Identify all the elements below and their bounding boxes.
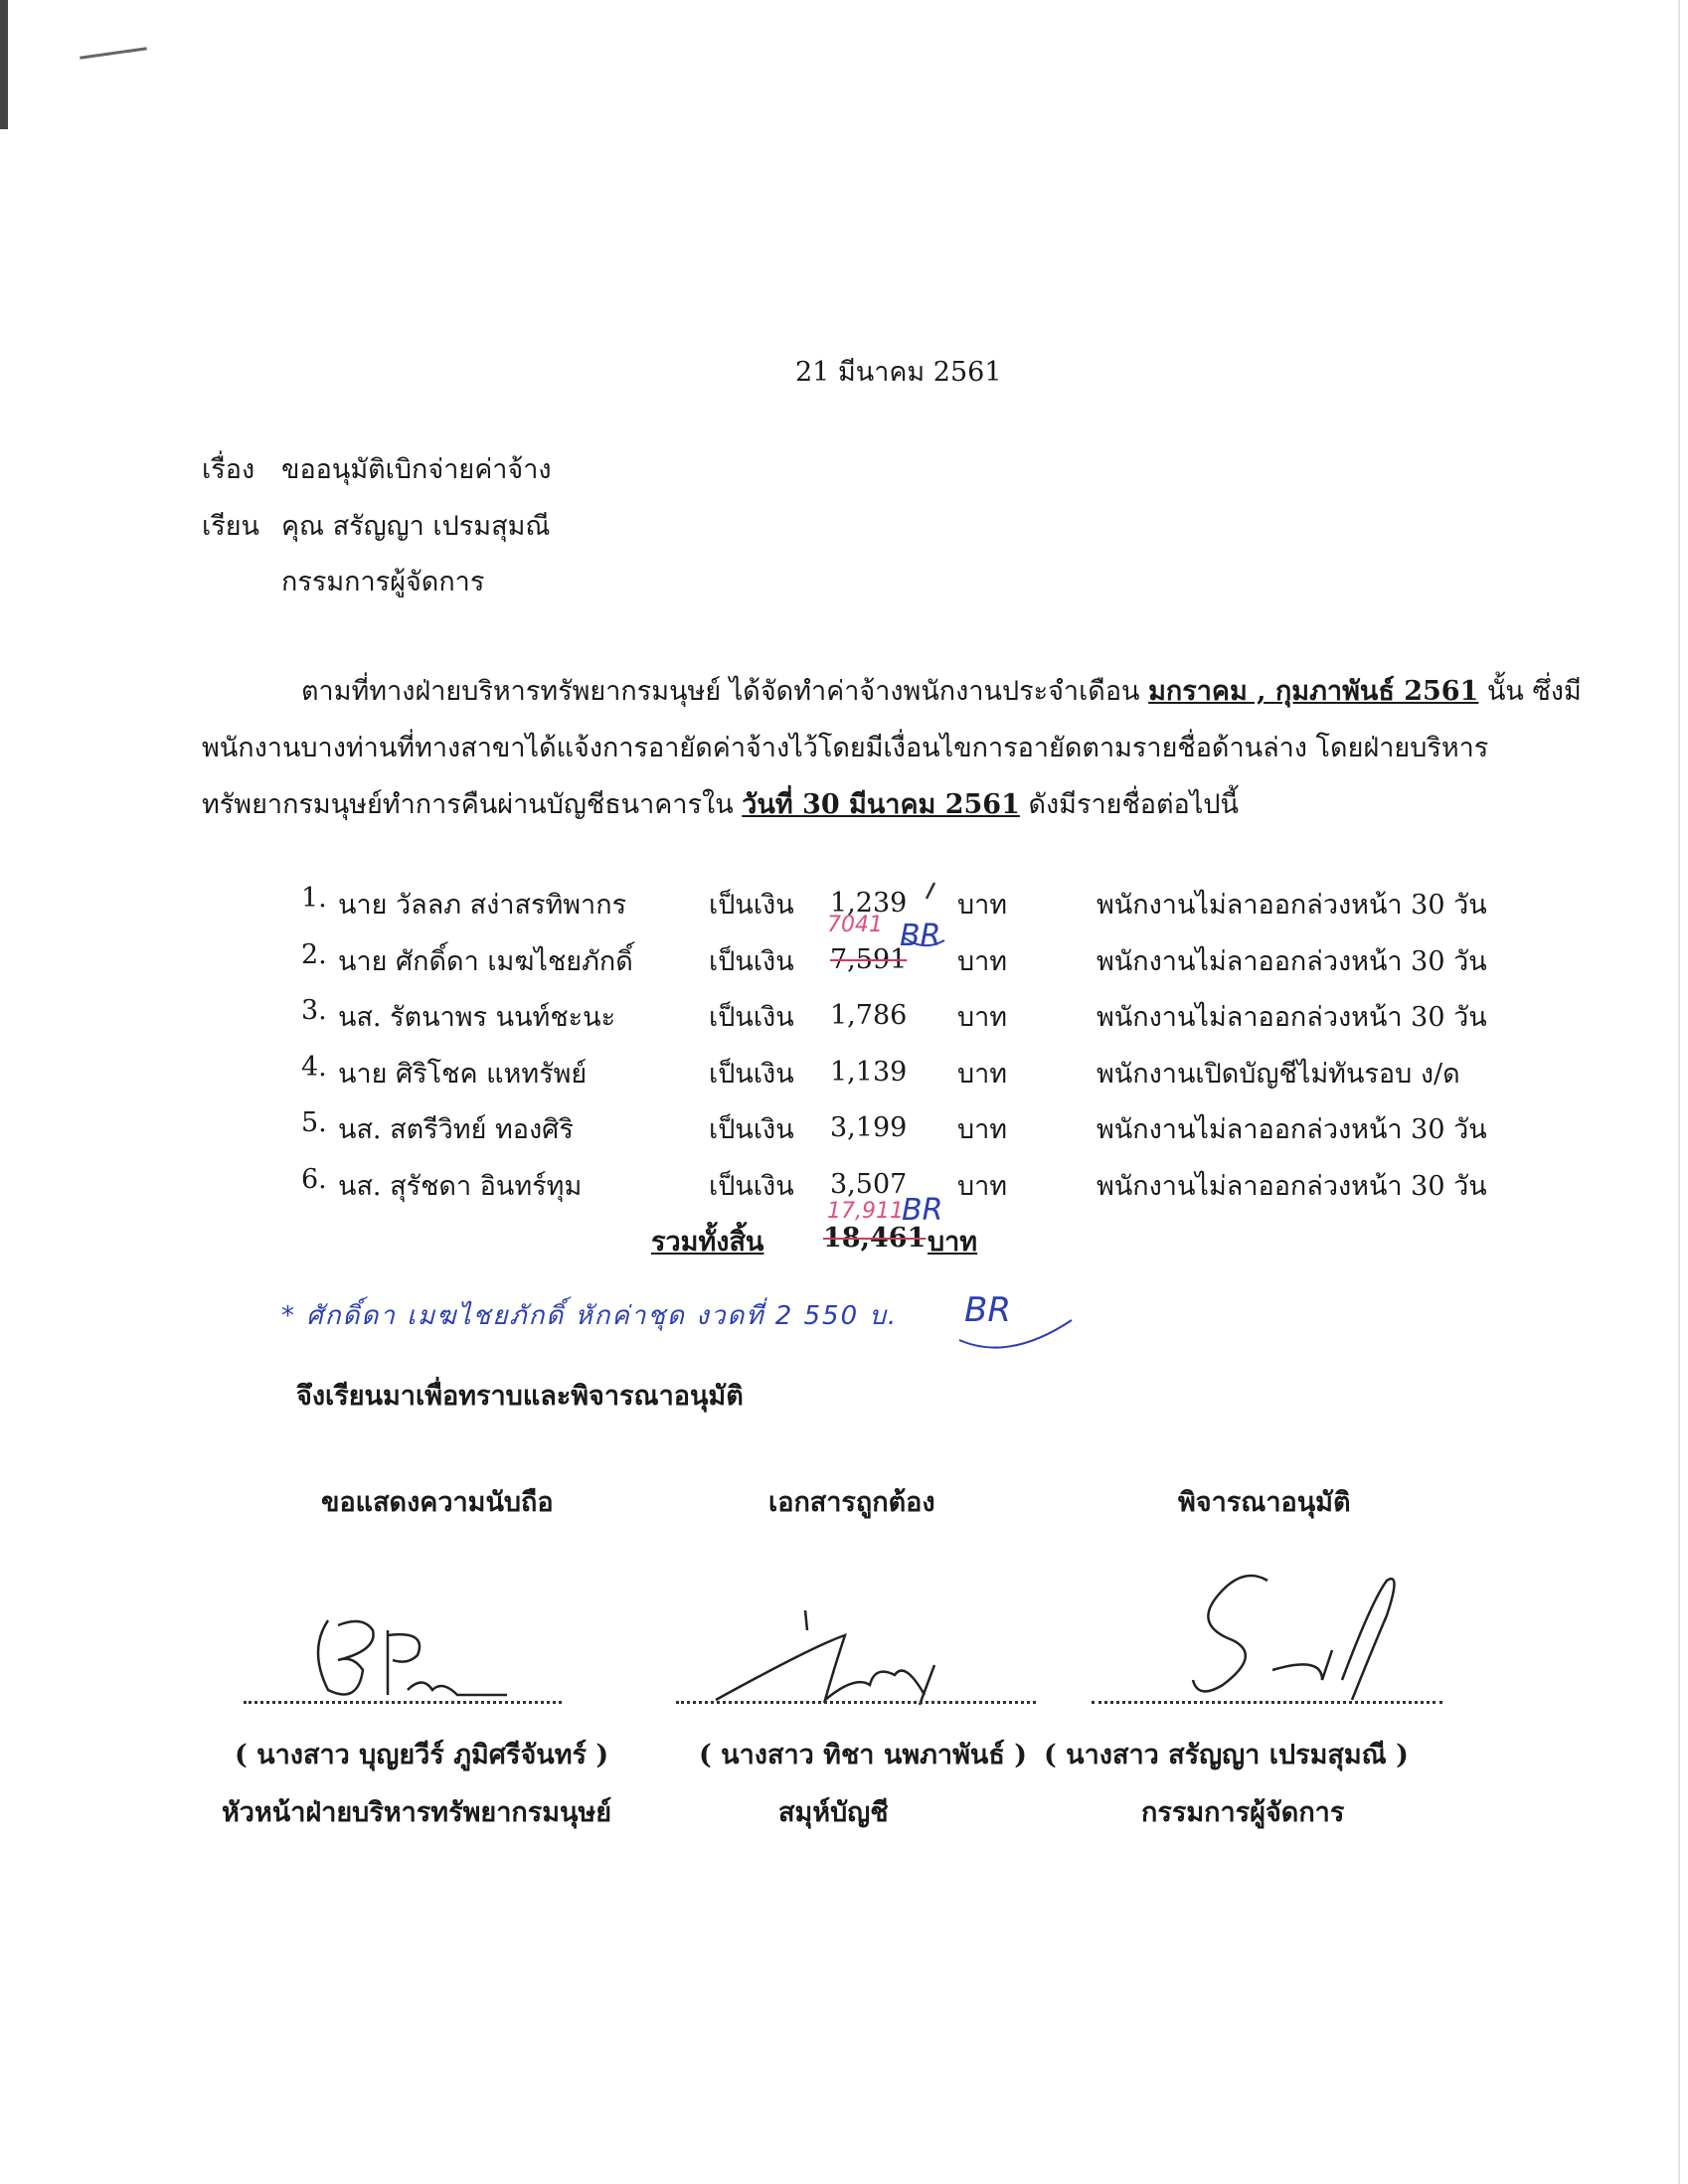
signer-name-hr: ( นางสาว บุญยวีร์ ภูมิศรีจันทร์ ) bbox=[235, 1740, 609, 1770]
reason: พนักงานเปิดบัญชีไม่ทันรอบ ง/ด bbox=[1097, 1059, 1460, 1090]
recipient-name: คุณ สรัญญา เปรมสุมณี bbox=[281, 511, 551, 542]
row-number: 1. bbox=[301, 883, 327, 914]
signer-position-md: กรรมการผู้จัดการ bbox=[1141, 1797, 1345, 1828]
amount-correction: 7041 bbox=[827, 913, 883, 937]
recipient-title: กรรมการผู้จัดการ bbox=[281, 567, 485, 597]
row-number: 3. bbox=[301, 995, 327, 1026]
signature-accounting bbox=[696, 1605, 994, 1715]
body-months: มกราคม , กุมภาพันธ์ 2561 bbox=[1148, 676, 1479, 707]
amount-label: เป็นเงิน bbox=[709, 890, 794, 921]
amount-value: 1,139 bbox=[830, 1057, 908, 1088]
employee-name: นาย วัลลภ สง่าสรทิพากร bbox=[338, 890, 627, 921]
signer-name-accounting: ( นางสาว ทิชา นพภาพันธ์ ) bbox=[699, 1740, 1027, 1770]
amount-label: เป็นเงิน bbox=[709, 1114, 794, 1145]
amount-value: 3,199 bbox=[830, 1112, 908, 1143]
total-label: รวมทั้งสิ้น bbox=[651, 1227, 764, 1258]
amount-value: 7,591 bbox=[830, 944, 908, 975]
body-line-1-post: นั้น ซึ่งมี bbox=[1478, 676, 1582, 707]
initials-row-2: BR bbox=[900, 919, 941, 953]
reason: พนักงานไม่ลาออกล่วงหน้า 30 วัน bbox=[1097, 890, 1487, 921]
body-line-3-post: ดังมีรายชื่อต่อไปนี้ bbox=[1019, 789, 1239, 820]
total-correction: 17,911 bbox=[827, 1199, 904, 1224]
currency: บาท bbox=[957, 1002, 1008, 1033]
row-number: 4. bbox=[301, 1052, 327, 1083]
amount-label: เป็นเงิน bbox=[709, 1171, 794, 1202]
initials-note: BR bbox=[964, 1290, 1011, 1330]
checkmark-row-1 bbox=[927, 883, 934, 899]
signature-heading-md: พิจารณาอนุมัติ bbox=[1178, 1487, 1351, 1518]
body-refund-date: วันที่ 30 มีนาคม 2561 bbox=[742, 789, 1020, 820]
scan-artifact bbox=[80, 47, 147, 59]
signer-position-hr: หัวหน้าฝ่ายบริหารทรัพยากรมนุษย์ bbox=[222, 1797, 612, 1828]
body-line-2: พนักงานบางท่านที่ทางสาขาได้แจ้งการอายัดค่าจ้างไว้โดยมีเงื่อนไขการอายัดตามรายชื่อด้านล่าง โดยฝ่ายบริหาร bbox=[202, 733, 1489, 763]
reason: พนักงานไม่ลาออกล่วงหน้า 30 วัน bbox=[1097, 1171, 1487, 1202]
signer-name-md: ( นางสาว สรัญญา เปรมสุมณี ) bbox=[1044, 1740, 1409, 1770]
currency: บาท bbox=[957, 1114, 1008, 1145]
handwritten-note: * ศักดิ์ดา เมฆไชยภักดิ์ หักค่าชุด งวดที่ 2 550 บ. bbox=[281, 1301, 899, 1331]
signature-hr bbox=[268, 1600, 527, 1710]
signature-md bbox=[1173, 1561, 1432, 1710]
signature-heading-accounting: เอกสารถูกต้อง bbox=[768, 1487, 935, 1518]
signature-heading-hr: ขอแสดงความนับถือ bbox=[321, 1487, 554, 1518]
amount-value: 1,786 bbox=[830, 1000, 908, 1031]
recipient-label: เรียน bbox=[202, 511, 260, 542]
body-line-1 bbox=[301, 669, 1582, 712]
initials-total: BR bbox=[902, 1193, 943, 1228]
scan-edge-mark bbox=[0, 0, 8, 129]
currency: บาท bbox=[957, 946, 1008, 977]
row-number: 5. bbox=[301, 1107, 327, 1138]
amount-label: เป็นเงิน bbox=[709, 1059, 794, 1090]
amount-label: เป็นเงิน bbox=[709, 1002, 794, 1033]
employee-name: นส. สตรีวิทย์ ทองศิริ bbox=[338, 1114, 574, 1145]
employee-name: นาย ศักดิ์ดา เมฆไชยภักดิ์ bbox=[338, 946, 633, 977]
signature-line-hr bbox=[244, 1701, 562, 1704]
body-line-1-pre: ตามที่ทางฝ่ายบริหารทรัพยากรมนุษย์ ได้จัดทำค่าจ้างพนักงานประจำเดือน bbox=[301, 676, 1149, 707]
employee-name: นส. สุรัชดา อินทร์ทุม bbox=[338, 1171, 583, 1202]
total-currency: บาท bbox=[928, 1227, 978, 1258]
note-swoosh bbox=[954, 1312, 1084, 1372]
signature-line-md bbox=[1092, 1701, 1442, 1704]
currency: บาท bbox=[957, 1171, 1008, 1202]
signer-position-accounting: สมุห์บัญชี bbox=[778, 1797, 889, 1828]
reason: พนักงานไม่ลาออกล่วงหน้า 30 วัน bbox=[1097, 1114, 1487, 1145]
body-line-3 bbox=[202, 782, 1239, 825]
amount-label: เป็นเงิน bbox=[709, 946, 794, 977]
row-number: 2. bbox=[301, 939, 327, 970]
subject-label: เรื่อง bbox=[202, 454, 255, 485]
closing-text: จึงเรียนมาเพื่อทราบและพิจารณาอนุมัติ bbox=[296, 1381, 744, 1412]
row-number: 6. bbox=[301, 1164, 327, 1195]
amount-annotations bbox=[815, 875, 974, 1014]
signature-line-accounting bbox=[676, 1701, 1036, 1704]
body-line-3-pre: ทรัพยากรมนุษย์ทำการคืนผ่านบัญชีธนาคารใน bbox=[202, 789, 743, 820]
page-edge bbox=[1678, 0, 1680, 2184]
currency: บาท bbox=[957, 890, 1008, 921]
employee-name: นาย ศิริโชค แหทรัพย์ bbox=[338, 1059, 588, 1090]
reason: พนักงานไม่ลาออกล่วงหน้า 30 วัน bbox=[1097, 946, 1487, 977]
currency: บาท bbox=[957, 1059, 1008, 1090]
employee-name: นส. รัตนาพร นนท์ชะนะ bbox=[338, 1002, 616, 1033]
subject-text: ขออนุมัติเบิกจ่ายค่าจ้าง bbox=[281, 454, 552, 485]
reason: พนักงานไม่ลาออกล่วงหน้า 30 วัน bbox=[1097, 1002, 1487, 1033]
letter-date: 21 มีนาคม 2561 bbox=[795, 357, 1002, 388]
total-amount: 18,461 bbox=[823, 1223, 927, 1254]
amount-value: 3,507 bbox=[830, 1169, 908, 1200]
amount-value: 1,239 bbox=[830, 888, 908, 919]
